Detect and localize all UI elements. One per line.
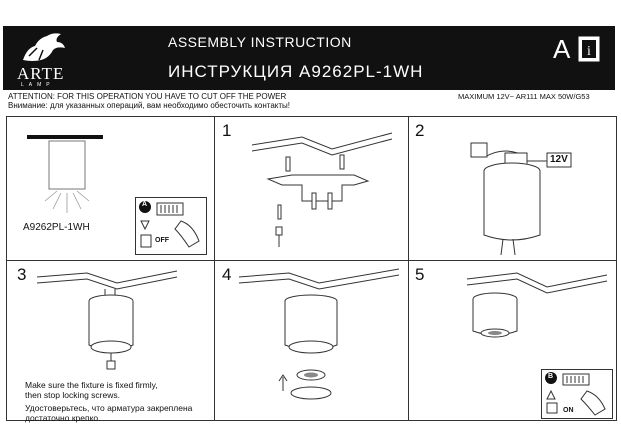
step3-fixture-illustration (37, 265, 207, 375)
step-number-4: 4 (222, 265, 232, 284)
step3-note-en-1: Make sure the fixture is fixed firmly, (25, 380, 158, 390)
step3-note-ru-1: Удостоверьтесь, что арматура закреплена (25, 403, 193, 413)
warning-english: ATTENTION: FOR THIS OPERATION YOU HAVE TO CUT OFF THE POWER (8, 92, 287, 101)
step2-wiring-illustration (457, 131, 607, 257)
warning-russian: Внимание: для указанных операций, вам необходимо обесточить контакты! (8, 101, 290, 110)
step1-mounting-bracket-illustration (242, 123, 402, 255)
title-english: ASSEMBLY INSTRUCTION (168, 34, 352, 50)
badge-b: B (548, 373, 554, 380)
step-number-1: 1 (222, 121, 232, 140)
badge-a: A (142, 201, 148, 208)
voltage-label: 12V (550, 154, 568, 165)
product-ceiling-lamp-illustration (27, 135, 107, 225)
max-spec: MAXIMUM 12V~ AR111 MAX 50W/G53 (458, 92, 590, 101)
grid-divider (7, 260, 616, 261)
grid-divider (408, 117, 409, 420)
step-number-3: 3 (17, 265, 27, 284)
svg-text:i: i (587, 44, 591, 59)
grid-divider (214, 117, 215, 420)
title-russian: ИНСТРУКЦИЯ A9262PL-1WH (168, 62, 424, 81)
instruction-grid (6, 116, 617, 421)
switch-off-label: OFF (155, 237, 169, 244)
brand-subtitle: LAMP (21, 82, 55, 88)
step3-note-ru-2: достаточно крепко. (25, 413, 101, 423)
step4-lamp-insert-illustration (239, 265, 404, 415)
step5-installed-fixture-illustration (447, 265, 612, 345)
language-letter: A (553, 34, 571, 64)
header-banner (3, 26, 615, 90)
brand-name: ARTE (17, 64, 65, 83)
switch-on-label: ON (563, 407, 574, 414)
griffin-logo-icon (19, 30, 69, 64)
step-number-5: 5 (415, 265, 425, 284)
manual-book-icon (578, 36, 600, 62)
step3-note-en-2: then stop locking screws. (25, 390, 120, 400)
step-number-2: 2 (415, 121, 425, 140)
product-model: A9262PL-1WH (23, 222, 90, 233)
